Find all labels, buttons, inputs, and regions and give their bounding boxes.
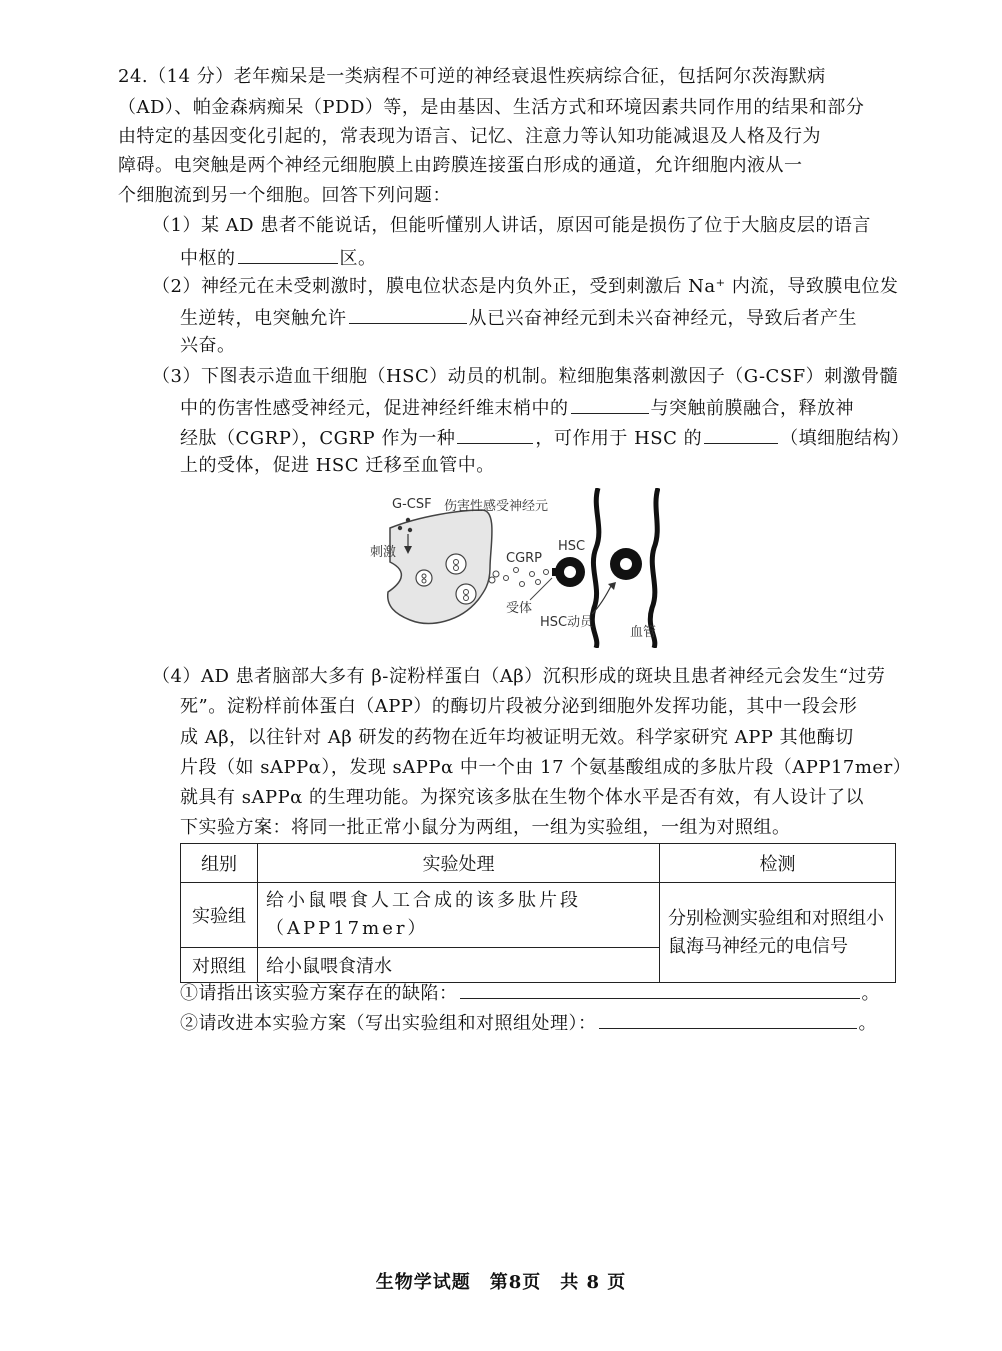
q24-line-2: （AD）、帕金森病痴呆（PDD）等，是由基因、生活方式和环境因素共同作用的结果和部分 (118, 97, 865, 118)
part3-line-4: 上的受体，促进 HSC 迁移至血管中。 (180, 455, 495, 476)
answer-blank-6[interactable] (460, 980, 860, 999)
receptor-mark (552, 568, 557, 576)
vessel-wall-right (650, 488, 658, 648)
header-group: 组别 (181, 844, 258, 883)
label-cgrp: CGRP (506, 551, 543, 566)
label-hsc: HSC (558, 539, 586, 554)
q24-line-5: 个细胞流到另一个细胞。回答下列问题： (118, 185, 451, 206)
part1-line-2 (180, 245, 377, 270)
treatment-cell: 给小鼠喂食清水 (258, 948, 660, 983)
part2-line-1: （2）神经元在未受刺激时，膜电位状态是内负外正，受到刺激后 Na⁺ 内流，导致膜电位发 (152, 276, 899, 297)
subquestion-1 (180, 980, 880, 1005)
subquestion-2-label: ②请改进本实验方案（写出实验组和对照组处理）： (180, 1013, 597, 1034)
part3-text-d: ，可作用于 HSC 的 (535, 428, 703, 449)
part4-line-1: （4）AD 患者脑部大多有 β-淀粉样蛋白（Aβ）沉积形成的斑块且患者神经元会发生“过劳 (152, 666, 886, 687)
group-cell: 对照组 (181, 948, 258, 983)
subquestion-1-end: 。 (861, 983, 880, 1004)
answer-blank-1[interactable] (238, 245, 338, 264)
part3-line-3 (180, 425, 910, 450)
q24-line-3: 由特定的基因变化引起的，常表现为语言、记忆、注意力等认知功能减退及人格及行为 (118, 126, 821, 147)
q24-line-1: 24.（14 分）老年痴呆是一类病程不可逆的神经衰退性疾病综合征，包括阿尔茨海默病 (118, 66, 826, 87)
subquestion-2 (180, 1010, 877, 1035)
label-neuron: 伤害性感受神经元 (444, 499, 549, 514)
part2-line-3: 兴奋。 (180, 335, 236, 356)
subquestion-1-label: ①请指出该实验方案存在的缺陷： (180, 983, 458, 1004)
label-stimulus: 刺激 (370, 545, 397, 560)
experiment-table (180, 843, 896, 983)
part4-line-3: 成 Aβ，以往针对 Aβ 研发的药物在近年均被证明无效。科学家研究 APP 其他酶切 (180, 727, 854, 748)
part1-text-a: 中枢的 (180, 248, 236, 269)
group-cell: 实验组 (181, 883, 258, 948)
table-header-row (181, 844, 896, 883)
header-treatment: 实验处理 (258, 844, 660, 883)
treatment-cell: 给小鼠喂食人工合成的该多肽片段（APP17mer） (258, 883, 660, 948)
part2-line-2 (180, 305, 857, 330)
q24-line-4: 障碍。电突触是两个神经元细胞膜上由跨膜连接蛋白形成的通道，允许细胞内液从一 (118, 155, 803, 176)
table-row (181, 883, 896, 948)
subquestion-2-end: 。 (858, 1013, 877, 1034)
part2-text-b: 从已兴奋神经元到未兴奋神经元，导致后者产生 (468, 308, 857, 329)
part3-text-a: 中的伤害性感受神经元，促进神经纤维末梢中的 (180, 398, 569, 419)
vessel-wall-left (592, 488, 599, 648)
part3-text-c: 经肽（CGRP），CGRP 作为一种 (180, 428, 456, 449)
part3-text-b: 与突触前膜融合，释放神 (650, 398, 854, 419)
part3-line-1: （3）下图表示造血干细胞（HSC）动员的机制。粒细胞集落刺激因子（G-CSF）刺激骨髓 (152, 366, 899, 387)
part4-line-4: 片段（如 sAPPα），发现 sAPPα 中一个由 17 个氨基酸组成的多肽片段（APP17mer） (180, 757, 912, 778)
part4-line-2: 死”。淀粉样前体蛋白（APP）的酶切片段被分泌到细胞外发挥功能，其中一段会形 (180, 696, 858, 717)
label-hsc-mobilize: HSC动员 (540, 615, 594, 630)
detect-cell: 分别检测实验组和对照组小鼠海马神经元的电信号 (660, 883, 896, 983)
answer-blank-4[interactable] (457, 425, 533, 444)
neuron-body-shape (388, 510, 492, 623)
answer-blank-2[interactable] (349, 305, 467, 324)
label-gcsf: G-CSF (392, 497, 432, 512)
part3-text-e: （填细胞结构） (780, 428, 910, 449)
part4-line-5: 就具有 sAPPα 的生理功能。为探究该多肽在生物个体水平是否有效，有人设计了以 (180, 787, 865, 808)
page-footer: 生物学试题 第8页 共 8 页 (375, 1272, 627, 1293)
part1-text-b: 区。 (339, 248, 377, 269)
answer-blank-3[interactable] (571, 395, 649, 414)
label-vessel: 血管 (630, 625, 657, 640)
part2-text-a: 生逆转，电突触允许 (180, 308, 347, 329)
answer-blank-5[interactable] (704, 425, 778, 444)
header-detect: 检测 (660, 844, 896, 883)
label-receptor: 受体 (506, 601, 533, 616)
answer-blank-7[interactable] (599, 1010, 857, 1029)
part3-line-2 (180, 395, 854, 420)
part1-line-1: （1）某 AD 患者不能说话，但能听懂别人讲话，原因可能是损伤了位于大脑皮层的语言 (152, 215, 871, 236)
part4-line-6: 下实验方案：将同一批正常小鼠分为两组，一组为实验组，一组为对照组。 (180, 817, 791, 838)
hsc-mobilization-figure (360, 488, 660, 648)
